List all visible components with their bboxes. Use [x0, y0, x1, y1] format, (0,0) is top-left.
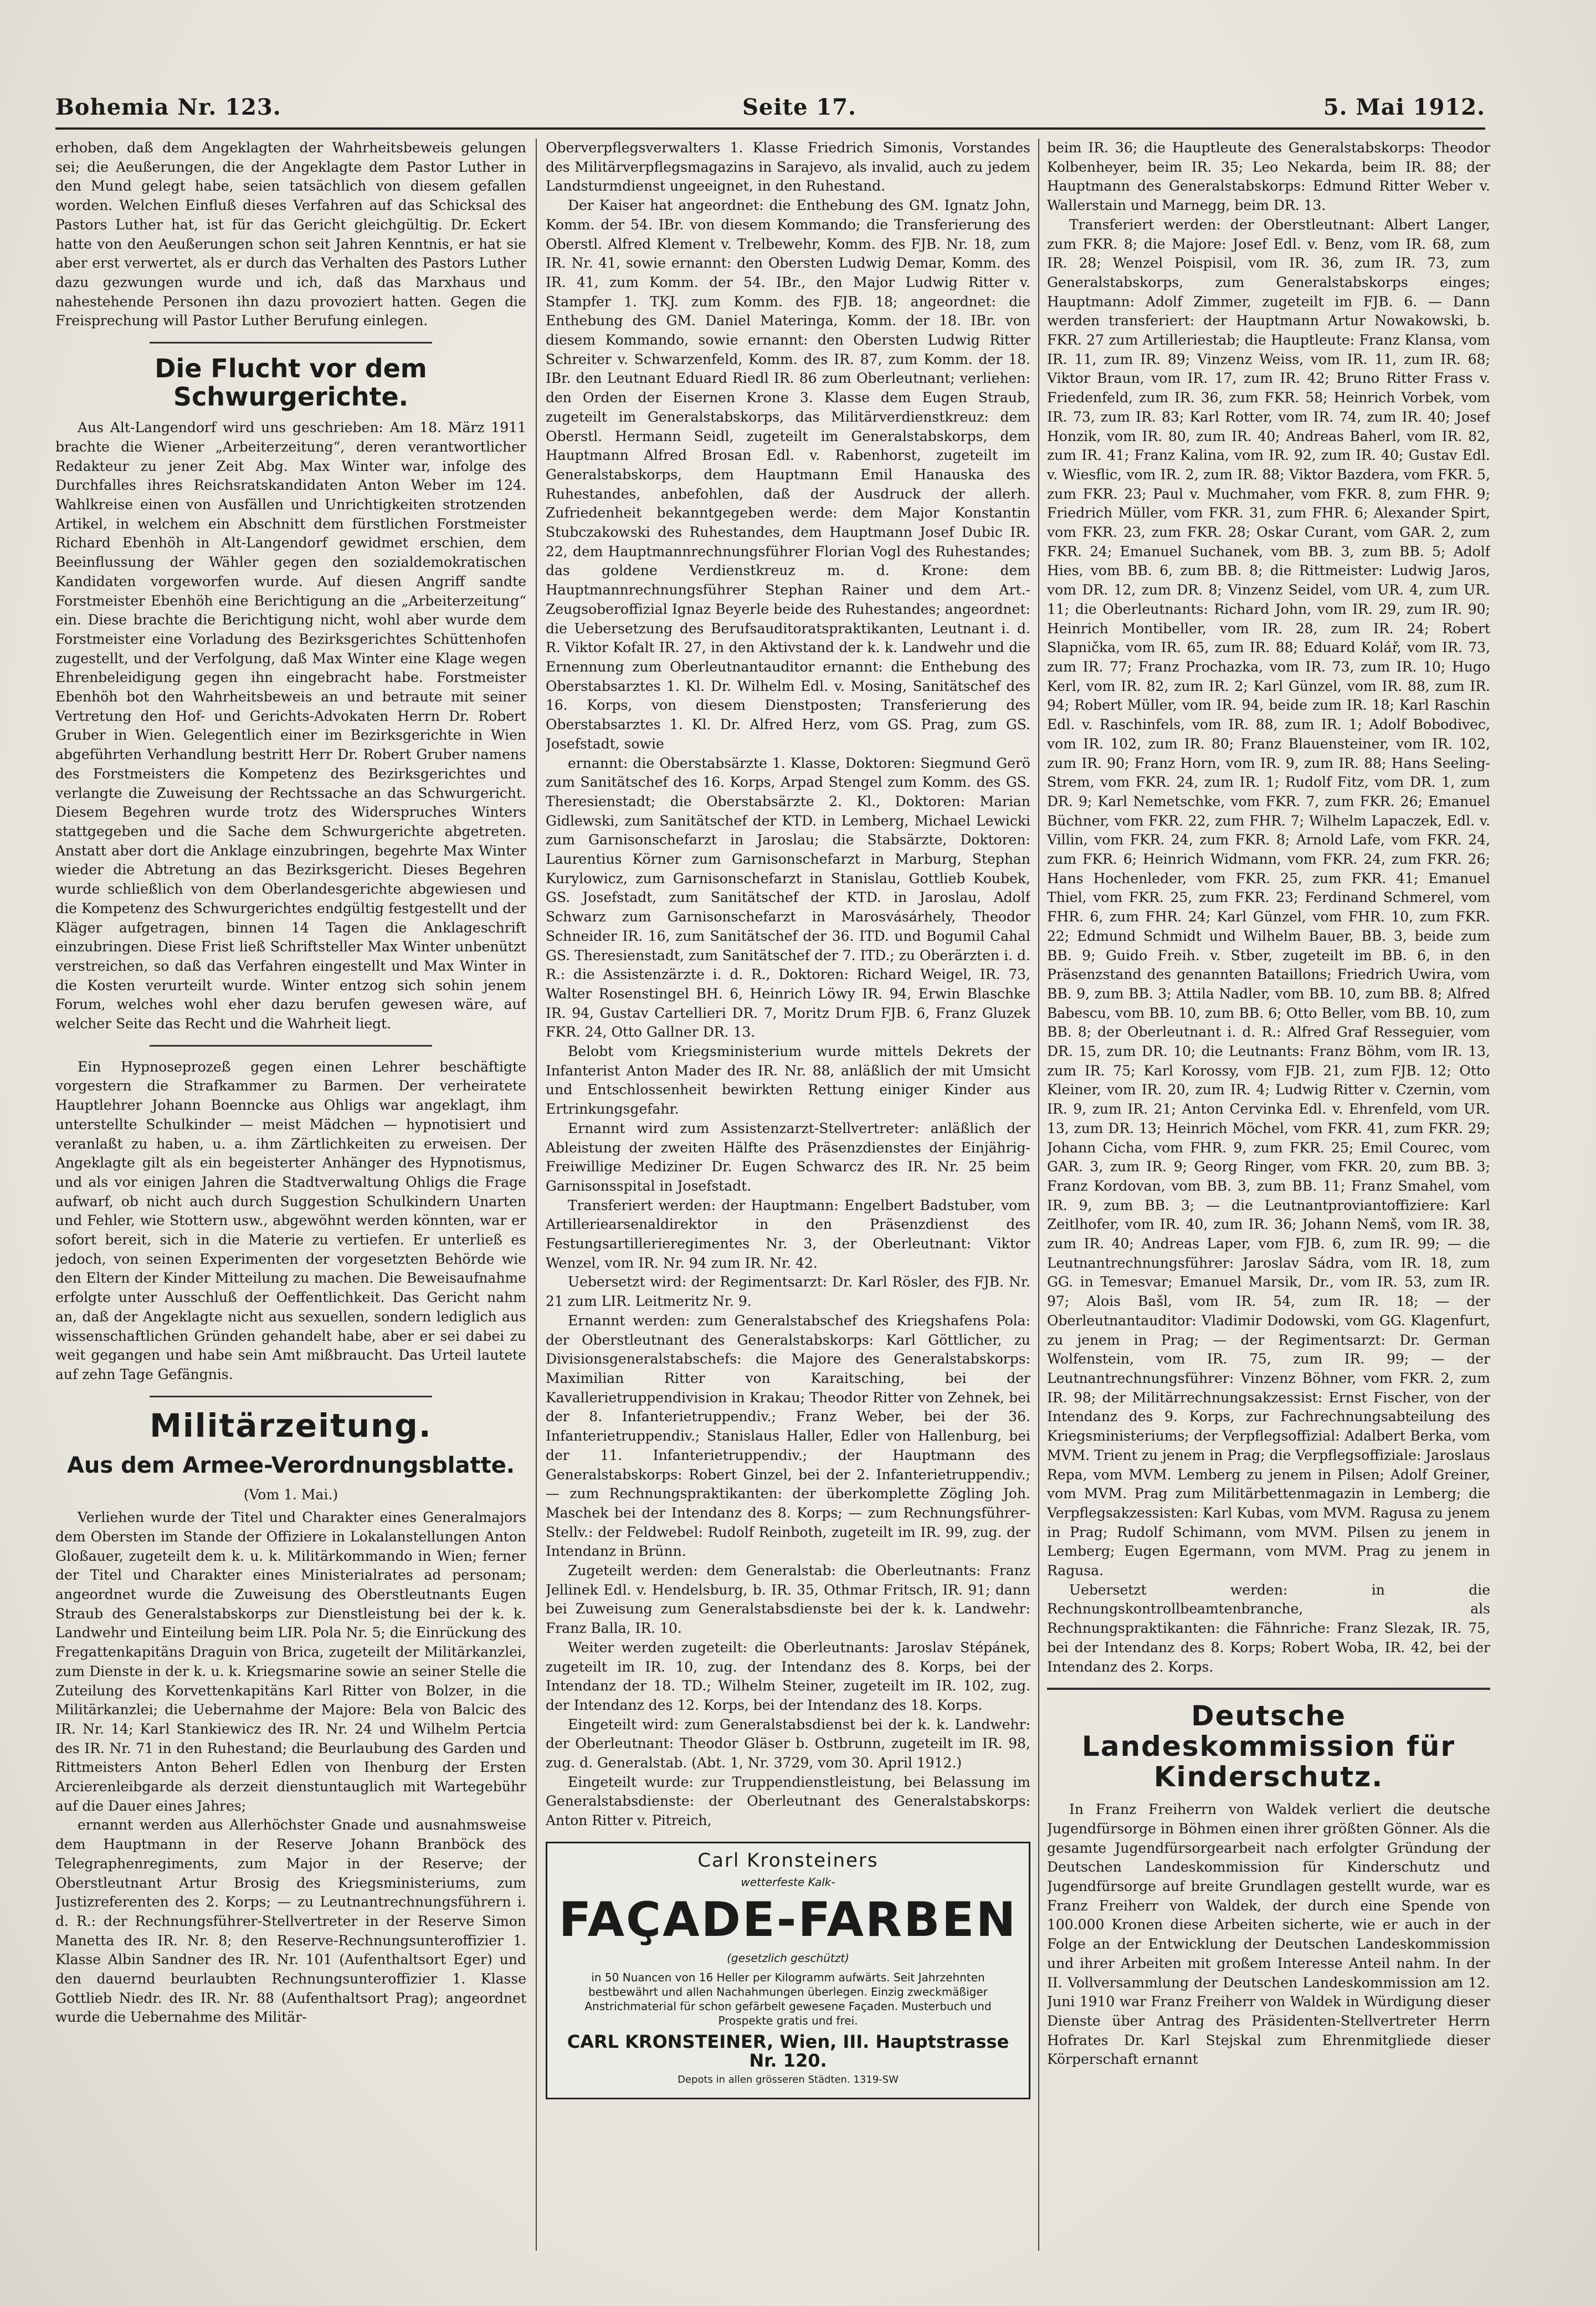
militaer-body-8: Transferiert werden: der Hauptmann: Engelbert Badstuber, vom Artilleriearsenaldirektor in den Präsenzdienst des Festungsartillerieregimentes Nr. 3, der Oberleutnant: Viktor Wenzel, vom IR. Nr. 94 zum IR. Nr. 42. [546, 1197, 1030, 1271]
header-masthead: Bohemia Nr. 123. [55, 94, 281, 120]
militaer-body-13: Eingeteilt wird: zum Generalstabsdienst bei der k. k. Landwehr: der Oberleutnant: Theodor Gläser b. Ostbrunn, zugeteilt im IR. 98, zug. d. Generalstab. (Abt. 1, Nr. 3729, vom 30. April 1912.) [546, 1716, 1030, 1771]
page-header [55, 89, 1485, 130]
column-3 [1047, 139, 1490, 2251]
article-continuation: erhoben, daß dem Angeklagten der Wahrheitsbeweis gelungen sei; die Aeußerungen, die der Angeklagte dem Pastor Luther in den Mund gelegt habe, seien tatsächlich von diesem gefallen worden. Welchen Einfluß dieses Verfahren auf das Schicksal des Pastors Luther hat, ist für das Gericht gleichgültig. Dr. Eckert hatte von den Aeußerungen schon seit Jahren Kenntnis, er hat sie aber erst verwertet, als er durch das Verhalten des Pastors Luther dazu gezwungen wurde und ich, daß das Marxhaus und nahestehende Personen ihn dazu provoziert hatten. Gegen die Freisprechung will Pastor Luther Berufung einlegen. [55, 140, 526, 329]
militaer-body-5: ernannt: die Oberstabsärzte 1. Klasse, Doktoren: Siegmund Gerö zum Sanitätschef des 16. Korps, Arpad Stengel zum Komm. des GS. Theresienstadt; die Oberstabsärzte 2. Kl., Doktoren: Marian Gidlewski, zum Sanitätschef der KTD. in Lemberg, Michael Lewicki zum Garnisonschefarzt in Jaroslau; die Stabsärzte, Doktoren: Laurentius Körner zum Garnisonschefarzt in Marburg, Stephan Kurylowicz, zum Garnisonschefarzt in Stanislau, Gottlieb Koubek, GS. Josefstadt, zum Sanitätschef der KTD. in Jaroslau, Adolf Schwarz zum Garnisonschefarzt in Marosvásárhely, Theodor Schneider IR. 16, zum Sanitätschef der 36. ITD. und Bogumil Cahal GS. Theresienstadt, zum Sanitätschef der 7. ITD.; zu Oberärzten i. d. R.: die Assistenzärzte i. d. R., Doktoren: Richard Weigel, IR. 73, Walter Rosenstingel BH. 6, Heinrich Löwy IR. 94, Erwin Blaschke IR. 94, Gustav Cartellieri DR. 7, Moritz Drum FJB. 6, Franz Gluzek FKR. 24, Otto Gallner DR. 13. [546, 755, 1030, 1041]
ad-address: CARL KRONSTEINER, Wien, III. Hauptstrasse Nr. 120. [567, 2031, 1009, 2072]
militaer-body-1: Verliehen wurde der Titel und Charakter eines Generalmajors dem Obersten im Stande der Offiziere in Lokalanstellungen Anton Gloßauer, zugeteilt dem k. u. k. Militärkommando in Wien; ferner der Titel und Charakter eines Ministerialrates ad personam; angeordnet wurde die Zuweisung des Oberstleutnants Eugen Straub des Generalstabskorps zur Dienstleistung bei der k. k. Landwehr und Einteilung beim LIR. Pola Nr. 5; die Einrückung des Fregattenkapitäns Draguin von Brica, zugeteilt der Militärkanzlei, zum Dienste in der k. u. k. Kriegsmarine sowie an seiner Stelle die Zuteilung des Korvettenkapitäns Karl Ritter von Bolzer, in die Militärkanzlei; die Uebernahme der Majore: Bela von Balcic des IR. Nr. 14; Karl Stankiewicz des IR. Nr. 24 und Wilhelm Pertcia des IR. Nr. 71 in den Ruhestand; die Beurlaubung des Garden und Rittmeisters Anton Beherl Edlen von Ihenburg der Ersten Arcierenleibgarde als derzeit dienstuntauglich mit Wartegebühr auf die Dauer eines Jahres; [55, 1509, 526, 1814]
article-title-kinderschutz: Deutsche Landeskommission für Kinderschutz. [1081, 1700, 1456, 1793]
militaer-body-11: Zugeteilt werden: dem Generalstab: die Oberleutnants: Franz Jellinek Edl. v. Hendelsburg, b. IR. 35, Othmar Fritsch, IR. 91; dann bei Zuweisung zum Generalstabsdienste bei der k. k. Landwehr: Franz Balla, IR. 10. [546, 1562, 1030, 1637]
header-page-number: Seite 17. [742, 94, 856, 120]
militaer-body-10: Ernannt werden: zum Generalstabschef des Kriegshafens Pola: der Oberstleutnant des Generalstabskorps: Karl Göttlicher, zu Divisionsgeneralstabschefs: die Majore des Generalstabskorps: Maximilian Ritter von Karaitsching, bei der Kavallerietruppendivision in Krakau; Theodor Ritter von Zehnek, bei der 8. Infanterietruppendiv.; Franz Weber, bei der 36. Infanterietruppendiv.; Stanislaus Haller, Edler von Hallenburg, bei der 11. Infanterietruppendiv.; der Hauptmann des Generalstabskorps: Robert Ginzel, bei der 2. Infanterietruppendiv.; — zum Rechnungspraktikanten: der überkomplette Zögling Joh. Maschek bei der Intendanz des 8. Korps; — zum Rechnungsführer-Stellv.: der Feldwebel: Rudolf Reinboth, zugeteilt im IR. 99, zug. der Intendanz in Brünn. [546, 1312, 1030, 1560]
militaer-body-9: Uebersetzt wird: der Regimentsarzt: Dr. Karl Rösler, des FJB. Nr. 21 zum LIR. Leitmeritz Nr. 9. [546, 1274, 1030, 1310]
article-body-kinderschutz: In Franz Freiherrn von Waldek verliert die deutsche Jugendfürsorge in Böhmen einen ihrer größten Gönner. Als die gesamte Jugendfürsorgearbeit nach erfolgter Gründung der Deutschen Landeskommission für Kinderschutz und Jugendfürsorge auf breite Grundlagen gestellt wurde, war es Franz Freiherr von Waldek, der durch eine Spende von 100.000 Kronen diese Arbeiten sicherte, wie er auch in der Folge an der Entwicklung der Deutschen Landeskommission und ihrer Arbeiten mit großem Interesse Anteil nahm. In der II. Vollversammlung der Deutschen Landeskommission am 12. Juni 1910 war Franz Freiherr von Waldek in Würdigung dieser Dienste über Antrag des Präsidenten-Stellvertreter Herrn Hofrates Dr. Karl Stejskal zum Ehrenmitgliede dieser Körperschaft ernannt [1047, 1801, 1490, 2068]
separator [150, 342, 432, 344]
section-title-militaerzeitung: Militärzeitung. [150, 1406, 432, 1444]
militaer-body-12: Weiter werden zugeteilt: die Oberleutnants: Jaroslav Stépánek, zugeteilt im IR. 10, zug. der Intendanz des 8. Korps, bei der Intendanz der 18. TD.; Wilhelm Steiner, zugeteilt im IR. 102, zug. der Intendanz des 12. Korps, bei der Intendanz des 18. Korps. [546, 1639, 1030, 1713]
column-2 [546, 139, 1030, 2251]
ad-tagline: wetterfeste Kalk- [741, 1875, 835, 1889]
advertisement-facade-farben [546, 1842, 1030, 2099]
column-rule-1 [536, 139, 537, 2251]
separator [150, 1396, 432, 1397]
column-1 [55, 139, 526, 2251]
ad-protected: (gesetzlich geschützt) [727, 1951, 849, 1965]
ad-headline: FAÇADE-FARBEN [558, 1892, 1018, 1948]
ad-brand: Carl Kronsteiners [697, 1849, 879, 1872]
militaer-body-14: Eingeteilt wurde: zur Truppendienstleistung, bei Belassung im Generalstabsdienste: der Oberleutnant des Generalstabskorps: Anton Ritter v. Pitreich, [546, 1774, 1030, 1829]
column-rule-2 [1038, 139, 1039, 2251]
section-date: (Vom 1. Mai.) [243, 1487, 338, 1503]
militaer-body-3: Oberverpflegsverwalters 1. Klasse Friedrich Simonis, Vorstandes des Militärverpflegsmagazins in Sarajevo, als invalid, auch zu jedem Landsturmdienst ungeeignet, in den Ruhestand. [546, 140, 1030, 194]
militaer-body-17: Uebersetzt werden: in die Rechnungskontrollbeamtenbranche, als Rechnungspraktikanten: die Fähnriche: Franz Slezak, IR. 75, bei der Intendanz des 8. Korps; Robert Woba, IR. 42, bei der Intendanz des 2. Korps. [1047, 1581, 1490, 1675]
militaer-body-15: beim IR. 36; die Hauptleute des Generalstabskorps: Theodor Kolbenheyer, beim IR. 35; Leo Nekarda, beim IR. 88; der Hauptmann des Generalstabskorps: Edmund Ritter Weber v. Wallerstain und Marnegg, beim DR. 13. [1047, 140, 1490, 214]
separator [150, 1045, 432, 1047]
ad-body: in 50 Nuancen von 16 Heller per Kilogramm aufwärts. Seit Jahrzehnten bestbewährt und allen Nachahmungen überlegen. Einzig zweckmäßiger Anstrichmaterial für schon gefärbelt gewesene Façaden. Musterbuch und Prospekte gratis und frei. [584, 1970, 992, 2027]
article-body-flucht: Aus Alt-Langendorf wird uns geschrieben: Am 18. März 1911 brachte die Wiener „Arbeiterzeitung“, deren verantwortlicher Redakteur zu jener Zeit Abg. Max Winter war, infolge des Durchfalles ihres Reichsratskandidaten Anton Weber im 124. Wahlkreise einen von Ausfällen und Unrichtigkeiten strotzenden Artikel, in welchem ein Abschnitt dem fürstlichen Forstmeister Richard Ebenhöh in Alt-Langendorf gewidmet erschien, dem Beeinflussung der Wähler gegen den sozialdemokratischen Kandidaten vorgeworfen wurde. Auf diesen Angriff sandte Forstmeister Ebenhöh eine Berichtigung an die „Arbeiterzeitung“ ein. Diese brachte die Berichtigung nicht, wohl aber wurde dem Forstmeister eine Vorladung des Bezirksgerichtes Schüttenhofen zugestellt, und der Verfolgung, daß Max Winter eine Klage wegen Ehrenbeleidigung gegen ihn eingebracht habe. Forstmeister Ebenhöh bot den Wahrheitsbeweis an und betraute mit seiner Vertretung den Hof- und Gerichts-Advokaten Herrn Dr. Robert Gruber in Wien. Gelegentlich einer im Bezirksgerichte in Wien abgeführten Verhandlung bestritt Herr Dr. Robert Gruber namens des Forstmeisters die Kompetenz des Bezirksgerichtes und verlangte die Zuweisung der Rechtssache an das Schwurgericht. Diesem Begehren wurde trotz des Widerspruches Winters stattgegeben und die Sache dem Schwurgerichte abgetreten. Anstatt aber dort die Anklage einzubringen, begehrte Max Winter wieder die Abtretung an das Bezirksgericht. Dieses Begehren wurde schließlich von dem Oberlandesgerichte abgewiesen und die Kompetenz des Schwurgerichtes endgültig festgestellt und der Kläger aufgetragen, binnen 14 Tagen die Anklageschrift einzubringen. Diese Frist ließ Schriftsteller Max Winter unbenützt verstreichen, so daß das Verfahren eingestellt und Max Winter in die Kosten verurteilt wurde. Winter entzog sich sohin jenem Forum, welches wohl eher dazu berufen gewesen wäre, auf welcher Seite das Recht und die Wahrheit liegt. [55, 419, 526, 1032]
militaer-body-6: Belobt vom Kriegsministerium wurde mittels Dekrets der Infanterist Anton Mader des IR. Nr. 88, anläßlich der mit Umsicht und Entschlossenheit bewirkten Rettung einiger Kinder aus Ertrinkungsgefahr. [546, 1043, 1030, 1118]
militaer-body-7: Ernannt wird zum Assistenzarzt-Stellvertreter: anläßlich der Ableistung der zweiten Hälfte des Präsenzdienstes der Einjährig-Freiwillige Mediziner Dr. Eugen Schwarcz des IR. Nr. 25 beim Garnisonsspital in Josefstadt. [546, 1120, 1030, 1194]
militaer-body-16: Transferiert werden: der Oberstleutnant: Albert Langer, zum FKR. 8; die Majore: Josef Edl. v. Benz, vom IR. 68, zum IR. 28; Wenzel Poispisil, vom IR. 36, zum IR. 73, zum Generalstabskorps, zum Generalstabskorps einges; Hauptmann: Adolf Zimmer, zugeteilt im FJB. 6. — Dann werden transferiert: der Hauptmann Artur Nowakowski, b. FKR. 27 zum Artilleriestab; die Hauptleute: Franz Klansa, vom IR. 11, zum IR. 89; Vinzenz Weiss, vom IR. 11, zum IR. 68; Viktor Braun, vom IR. 17, zum IR. 42; Bruno Ritter Frass v. Friedenfeld, zum IR. 36, zum FKR. 58; Heinrich Vorbek, vom IR. 73, zum IR. 83; Karl Rotter, vom IR. 74, zum IR. 40; Josef Honzik, vom IR. 80, zum IR. 40; Andreas Baherl, vom IR. 82, zum IR. 41; Franz Kalina, vom IR. 92, zum IR. 40; Gustav Edl. v. Wiesflic, vom IR. 2, zum IR. 88; Viktor Bazdera, vom FKR. 5, zum FKR. 23; Paul v. Muchmaher, vom FKR. 8, zum FHR. 9; Friedrich Müller, vom FKR. 31, zum FHR. 6; Alexander Spirt, vom FKR. 23, zum FKR. 28; Oskar Curant, vom GAR. 2, zum FKR. 24; Emanuel Suchanek, vom BB. 3, zum BB. 5; Adolf Hies, vom BB. 6, zum BB. 8; die Rittmeister: Ludwig Jaros, vom DR. 12, zum DR. 8; Vinzenz Seidel, vom UR. 4, zum UR. 11; die Oberleutnants: Richard John, vom IR. 29, zum IR. 90; Heinrich Montibeller, vom IR. 28, zum IR. 24; Robert Slapnička, vom IR. 65, zum IR. 88; Eduard Kolář, vom IR. 73, zum IR. 77; Franz Prochazka, vom IR. 73, zum IR. 10; Hugo Kerl, vom IR. 82, zum IR. 2; Karl Günzel, vom IR. 88, zum IR. 94; Robert Müller, vom IR. 94, beide zum IR. 18; Karl Raschin Edl. v. Raschinfels, vom IR. 88, zum IR. 1; Adolf Bobodivec, vom IR. 102, zum IR. 80; Franz Blauensteiner, vom IR. 102, zum IR. 90; Franz Horn, vom IR. 9, zum IR. 88; Hans Seeling-Strem, vom FKR. 24, zum IR. 1; Rudolf Fitz, vom DR. 1, zum DR. 9; Karl Nemetschke, vom FKR. 7, zum FKR. 26; Emanuel Büchner, vom FKR. 22, zum FHR. 7; Wilhelm Lapaczek, Edl. v. Villin, vom FKR. 24, zum FKR. 8; Arnold Lafe, vom FKR. 24, zum FKR. 6; Heinrich Widmann, vom FKR. 24, zum FKR. 26; Hans Hochenleder, vom FKR. 25, zum FKR. 41; Emanuel Thiel, vom FKR. 25, zum FKR. 23; Ferdinand Schmerel, vom FHR. 6, zum FHR. 24; Karl Günzel, vom FHR. 10, zum FKR. 22; Edmund Schmidt und Wilhelm Bauer, BB. 3, beide zum BB. 9; Guido Freih. v. Stber, zugeteilt im BB. 6, in den Präsenzstand des genannten Bataillons; Friedrich Uwira, vom BB. 9, zum BB. 3; Attila Nadler, vom BB. 10, zum BB. 8; Alfred Babescu, vom BB. 10, zum BB. 6; Otto Beller, vom BB. 10, zum BB. 8; der Oberleutnant i. d. R.: Alfred Graf Resseguier, vom DR. 15, zum DR. 10; die Leutnants: Franz Böhm, vom IR. 13, zum IR. 75; Karl Korossy, vom FJB. 21, zum FJB. 12; Otto Kleiner, vom IR. 20, zum IR. 4; Ludwig Ritter v. Czernin, vom IR. 9, zum IR. 21; Anton Cervinka Edl. v. Ehrenfeld, vom UR. 13, zum DR. 13; Heinrich Möchel, vom FKR. 41, zum FKR. 29; Johann Cicha, vom FHR. 9, zum FKR. 25; Emil Courec, vom GAR. 3, zum IR. 9; Georg Ringer, vom FKR. 20, zum BB. 3; Franz Kordovan, vom BB. 3, zum BB. 11; Franz Smahel, vom IR. 9, zum BB. 3; — die Leutnantproviantoffiziere: Karl Zeitlhofer, vom IR. 40, zum IR. 36; Johann Nemš, vom IR. 38, zum IR. 40; Andreas Laper, vom FJB. 6, zum IR. 99; — die Leutnantrechnungsführer: Jaroslav Sádra, vom IR. 18, zum GG. in Temesvar; Emanuel Marsik, Dr., vom IR. 53, zum IR. 97; Alois Bašl, vom IR. 54, zum IR. 18; — der Oberleutnantauditor: Vladimir Dodowski, vom GG. Klagenfurt, zu jenem in Prag; — der Regimentsarzt: Dr. German Wolfenstein, vom IR. 75, zum IR. 99; — der Leutnantrechnungsführer: Vinzenz Böhner, vom FKR. 2, zum IR. 98; der Militärrechnungsakzessist: Ernst Fischer, von der Intendanz des 9. Korps, zur Fachrechnungsabteilung des Kriegsministeriums; der Verpflegsoffizial: Adalbert Berka, vom MVM. Trient zu jenem in Prag; die Verpflegsoffiziale: Jaroslaus Repa, vom MVM. Lemberg zu jenem in Pilsen; Adolf Greiner, vom MVM. Prag zum Militärbettenmagazin in Lemberg; die Verpflegsakzessisten: Karl Kubas, vom MVM. Ragusa zu jenem in Prag; Rudolf Schimann, vom MVM. Pilsen zu jenem in Lemberg; Eugen Egermann, vom MVM. Prag zu jenem in Ragusa. [1047, 216, 1490, 1579]
article-body-hypnose: Ein Hypnoseprozeß gegen einen Lehrer beschäftigte vorgestern die Strafkammer zu Barmen. Der verheiratete Hauptlehrer Johann Boenncke aus Ohligs war angeklagt, ihm unterstellte Schulkinder — meist Mädchen — hypnotisiert und veranlaßt zu haben, u. a. ihm Zärtlichkeiten zu erweisen. Der Angeklagte gilt als ein begeisterter Anhänger des Hypnotismus, und als vor einigen Jahren die Stadtverwaltung Ohligs die Frage aufwarf, ob nicht auch durch Suggestion Schulkindern Unarten und Fehler, wie Stottern usw., abgewöhnt werden könnten, war er sofort bereit, sich in die Materie zu vertiefen. Er unterließ es jedoch, von seinen Experimenten der vorgesetzten Behörde wie den Eltern der Kinder Mitteilung zu machen. Die Beweisaufnahme erfolgte unter Ausschluß der Oeffentlichkeit. Das Gericht nahm an, daß der Angeklagte nicht aus sexuellen, sondern lediglich aus wissenschaftlichen Gründen gehandelt habe, aber er sei dabei zu weit gegangen und habe sein Amt mißbraucht. Das Urteil lautete auf zehn Tage Gefängnis. [55, 1058, 526, 1382]
militaer-body-4: Der Kaiser hat angeordnet: die Enthebung des GM. Ignatz John, Komm. der 54. IBr. von diesem Kommando; die Transferierung des Oberstl. Alfred Klement v. Trelbewehr, Komm. des FJB. Nr. 18, zum IR. Nr. 41, sowie ernannt: den Obersten Ludwig Demar, Komm. des IR. 41, zum Komm. der 54. IBr., den Major Ludwig Ritter v. Stampfer 1. TKJ. zum Komm. des FJB. 18; angeordnet: die Enthebung des GM. Daniel Materinga, Komm. der 18. IBr. von diesem Kommando, sowie ernannt: den Obersten Ludwig Ritter Schreiter v. Schwarzenfeld, Komm. des IR. 87, zum Komm. der 18. IBr. den Leutnant Eduard Riedl IR. 86 zum Oberleutnant; verliehen: den Orden der Eisernen Krone 3. Klasse dem Eugen Straub, zugeteilt im Generalstabskorps, das Militärverdienstkreuz: dem Oberstl. Hermann Seidl, zugeteilt im Generalstabskorps, dem Hauptmann Alfred Brosan Edl. v. Rabenhorst, zugeteilt im Generalstabskorps, dem Hauptmann Emil Hanauska des Ruhestandes, anbefohlen, daß der Ausdruck der allerh. Zufriedenheit bekanntgegeben werde: dem Major Konstantin Stubczakowski des Ruhestandes, dem Hauptmann Josef Dubic IR. 22, dem Hauptmannrechnungsführer Florian Vogl des Ruhestandes; das goldene Verdienstkreuz m. d. Krone: dem Hauptmannrechnungsführer Stephan Rainer und dem Art.-Zeugsoberoffizial Ignaz Beyerle beide des Ruhestandes; angeordnet: die Uebersetzung des Berufsauditoratspraktikanten, Leutnant i. d. R. Viktor Kofalt IR. 27, in den Aktivstand der k. k. Landwehr und die Ernennung zum Oberleutnantauditor ernannt: die Enthebung des Oberstabsarztes 1. Kl. Dr. Wilhelm Edl. v. Mosing, Sanitätschef des 16. Korps, von diesem Dienstposten; Transferierung des Oberstabsarztes 1. Kl. Dr. Alfred Herz, vom GS. Prag, zum GS. Josefstadt, sowie [546, 197, 1030, 752]
separator [1047, 1688, 1490, 1690]
militaer-body-2: ernannt werden aus Allerhöchster Gnade und ausnahmsweise dem Hauptmann in der Reserve Johann Branböck des Telegraphenregiments, zum Major in der Reserve; der Oberstleutnant Artur Brosig des Kriegsministeriums, zum Justizreferenten des 2. Korps; — zu Leutnantrechnungsführern i. d. R.: der Rechnungsführer-Stellvertreter in der Reserve Simon Manetta des IR. Nr. 8; den Reserve-Rechnungsunteroffizier 1. Klasse Albin Sandner des IR. Nr. 101 (Aufenthaltsort Eger) und den dauernd beurlaubten Rechnungsunteroffizier 1. Klasse Gottlieb Niedr. des IR. Nr. 88 (Aufenthaltsort Prag); angeordnet wurde die Uebernahme des Militär- [55, 1817, 526, 2026]
article-title-flucht: Die Flucht vor dem Schwurgerichte. [155, 353, 427, 412]
ad-depot: Depots in allen grösseren Städten. 1319-SW [678, 2073, 899, 2085]
header-date: 5. Mai 1912. [1323, 94, 1485, 120]
section-subtitle-armee: Aus dem Armee-Verordnungsblatte. [66, 1453, 515, 1479]
